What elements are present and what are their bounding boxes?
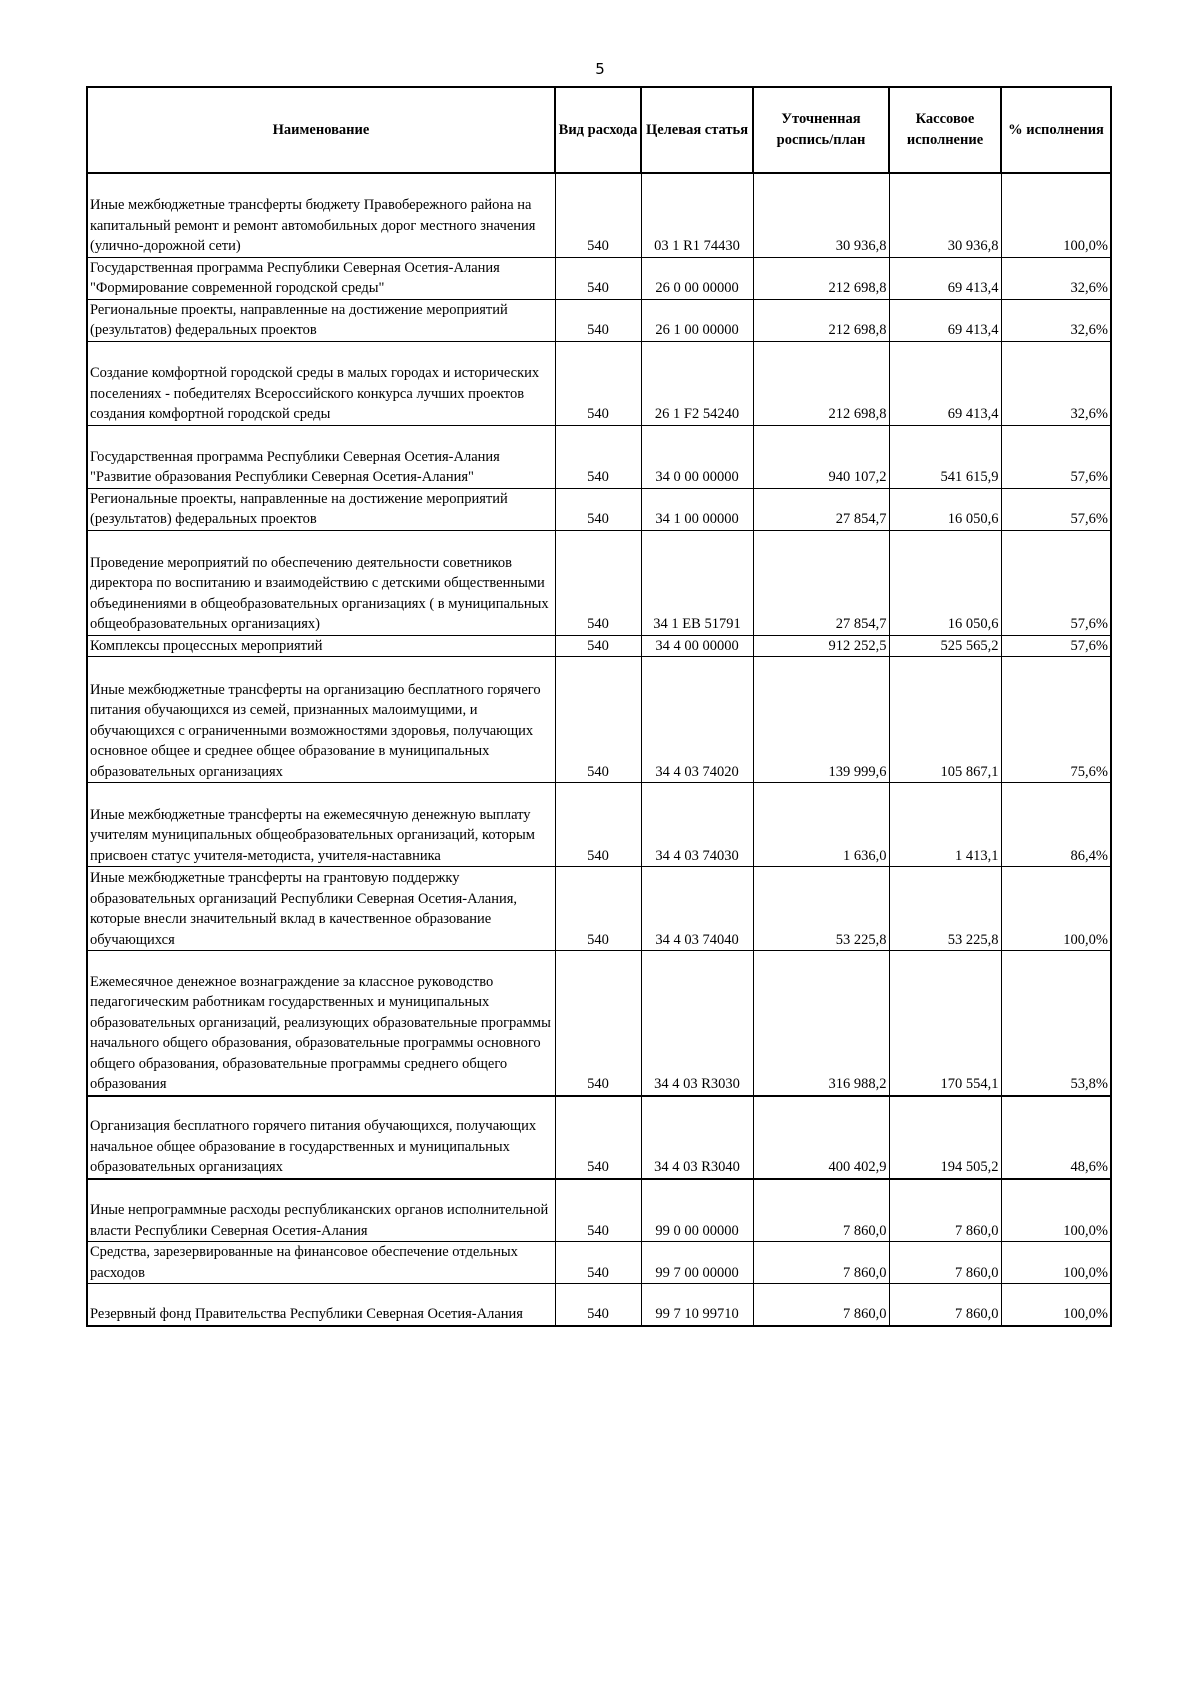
table-row <box>87 635 1111 657</box>
row-cash: 53 225,8 <box>889 867 1001 951</box>
row-cash: 525 565,2 <box>889 635 1001 657</box>
row-percent: 57,6% <box>1001 488 1111 530</box>
row-plan: 7 860,0 <box>753 1179 889 1242</box>
row-name: Региональные проекты, направленные на достижение мероприятий (результатов) федеральных проектов <box>87 299 555 341</box>
row-name: Средства, зарезервированные на финансовое обеспечение отдельных расходов <box>87 1242 555 1284</box>
row-kind: 540 <box>555 635 641 657</box>
row-percent: 100,0% <box>1001 867 1111 951</box>
header-code: Целевая статья <box>641 87 753 173</box>
row-percent: 100,0% <box>1001 1179 1111 1242</box>
row-name: Иные межбюджетные трансферты на ежемесячную денежную выплату учителям муниципальных общеобразовательных организаций, которым присвоен статус учителя-методиста, учителя-наставника <box>87 783 555 867</box>
row-kind: 540 <box>555 173 641 257</box>
row-plan: 7 860,0 <box>753 1284 889 1326</box>
row-plan: 212 698,8 <box>753 257 889 299</box>
row-cash: 1 413,1 <box>889 783 1001 867</box>
row-name: Иные непрограммные расходы республиканских органов исполнительной власти Республики Северная Осетия-Алания <box>87 1179 555 1242</box>
table-header-row <box>87 87 1111 173</box>
row-code: 34 4 00 00000 <box>641 635 753 657</box>
row-name: Иные межбюджетные трансферты бюджету Правобережного района на капитальный ремонт и ремонт автомобильных дорог местного значения (улично-дорожной сети) <box>87 173 555 257</box>
row-kind: 540 <box>555 867 641 951</box>
row-code: 34 4 03 74020 <box>641 657 753 783</box>
row-plan: 7 860,0 <box>753 1242 889 1284</box>
header-percent: % исполнения <box>1001 87 1111 173</box>
row-cash: 170 554,1 <box>889 951 1001 1096</box>
row-code: 34 0 00 00000 <box>641 425 753 488</box>
row-name: Резервный фонд Правительства Республики Северная Осетия-Алания <box>87 1284 555 1326</box>
row-kind: 540 <box>555 257 641 299</box>
row-kind: 540 <box>555 488 641 530</box>
row-code: 26 1 00 00000 <box>641 299 753 341</box>
table-row <box>87 488 1111 530</box>
row-kind: 540 <box>555 1179 641 1242</box>
table-row <box>87 1284 1111 1326</box>
row-plan: 212 698,8 <box>753 299 889 341</box>
row-code: 34 4 03 74040 <box>641 867 753 951</box>
row-name: Проведение мероприятий по обеспечению деятельности советников директора по воспитанию и взаимодействию с детскими общественными объединениями в общеобразовательных организациях ( в муниципальных общеобразовательных организациях) <box>87 530 555 635</box>
header-name: Наименование <box>87 87 555 173</box>
row-percent: 32,6% <box>1001 341 1111 425</box>
header-cash: Кассовое исполнение <box>889 87 1001 173</box>
row-plan: 27 854,7 <box>753 530 889 635</box>
row-kind: 540 <box>555 657 641 783</box>
row-cash: 7 860,0 <box>889 1179 1001 1242</box>
row-code: 99 7 10 99710 <box>641 1284 753 1326</box>
row-cash: 69 413,4 <box>889 257 1001 299</box>
row-kind: 540 <box>555 1242 641 1284</box>
row-code: 34 4 03 R3030 <box>641 951 753 1096</box>
row-kind: 540 <box>555 783 641 867</box>
row-name: Организация бесплатного горячего питания обучающихся, получающих начальное общее образование в государственных и муниципальных образовательных организациях <box>87 1096 555 1179</box>
row-name: Создание комфортной городской среды в малых городах и исторических поселениях - победителях Всероссийского конкурса лучших проектов создания комфортной городской среды <box>87 341 555 425</box>
row-cash: 69 413,4 <box>889 341 1001 425</box>
row-kind: 540 <box>555 425 641 488</box>
row-cash: 7 860,0 <box>889 1242 1001 1284</box>
row-plan: 212 698,8 <box>753 341 889 425</box>
table-row <box>87 530 1111 635</box>
table-row <box>87 657 1111 783</box>
table-row <box>87 1096 1111 1179</box>
row-code: 34 4 03 74030 <box>641 783 753 867</box>
row-code: 34 1 EB 51791 <box>641 530 753 635</box>
row-percent: 100,0% <box>1001 173 1111 257</box>
row-kind: 540 <box>555 530 641 635</box>
row-name: Иные межбюджетные трансферты на грантовую поддержку образовательных организаций Республики Северная Осетия-Алания, которые внесли значительный вклад в качественное образование обучающихся <box>87 867 555 951</box>
row-percent: 57,6% <box>1001 635 1111 657</box>
row-kind: 540 <box>555 951 641 1096</box>
table-row <box>87 257 1111 299</box>
row-percent: 48,6% <box>1001 1096 1111 1179</box>
row-cash: 16 050,6 <box>889 530 1001 635</box>
row-cash: 541 615,9 <box>889 425 1001 488</box>
row-cash: 7 860,0 <box>889 1284 1001 1326</box>
row-cash: 30 936,8 <box>889 173 1001 257</box>
row-percent: 100,0% <box>1001 1284 1111 1326</box>
row-name: Иные межбюджетные трансферты на организацию бесплатного горячего питания обучающихся из семей, признанных малоимущими, и обучающихся с ограниченными возможностями здоровья, получающих основное общее и среднее общее образование в муниципальных образовательных организациях <box>87 657 555 783</box>
row-cash: 69 413,4 <box>889 299 1001 341</box>
row-code: 03 1 R1 74430 <box>641 173 753 257</box>
row-kind: 540 <box>555 299 641 341</box>
row-cash: 105 867,1 <box>889 657 1001 783</box>
row-percent: 100,0% <box>1001 1242 1111 1284</box>
row-kind: 540 <box>555 341 641 425</box>
budget-execution-table <box>86 86 1112 1327</box>
table-row <box>87 341 1111 425</box>
page-number: 5 <box>595 60 605 78</box>
row-name: Ежемесячное денежное вознаграждение за классное руководство педагогическим работникам государственных и муниципальных образовательных организаций, реализующих образовательные программы начального общего образования, образовательные программы основного общего образования, образовательные программы среднего общего образования <box>87 951 555 1096</box>
row-percent: 86,4% <box>1001 783 1111 867</box>
table-row <box>87 783 1111 867</box>
row-percent: 57,6% <box>1001 425 1111 488</box>
row-plan: 139 999,6 <box>753 657 889 783</box>
row-name: Государственная программа Республики Северная Осетия-Алания "Развитие образования Республики Северная Осетия-Алания" <box>87 425 555 488</box>
row-percent: 32,6% <box>1001 299 1111 341</box>
row-plan: 400 402,9 <box>753 1096 889 1179</box>
row-code: 99 7 00 00000 <box>641 1242 753 1284</box>
row-name: Комплексы процессных мероприятий <box>87 635 555 657</box>
table-row <box>87 1242 1111 1284</box>
table-row <box>87 425 1111 488</box>
row-cash: 194 505,2 <box>889 1096 1001 1179</box>
row-kind: 540 <box>555 1096 641 1179</box>
row-name: Государственная программа Республики Северная Осетия-Алания "Формирование современной городской среды" <box>87 257 555 299</box>
row-percent: 57,6% <box>1001 530 1111 635</box>
row-percent: 32,6% <box>1001 257 1111 299</box>
row-plan: 1 636,0 <box>753 783 889 867</box>
row-plan: 940 107,2 <box>753 425 889 488</box>
row-plan: 316 988,2 <box>753 951 889 1096</box>
header-kind: Вид расхода <box>555 87 641 173</box>
row-percent: 53,8% <box>1001 951 1111 1096</box>
row-name: Региональные проекты, направленные на достижение мероприятий (результатов) федеральных проектов <box>87 488 555 530</box>
row-plan: 912 252,5 <box>753 635 889 657</box>
row-code: 26 1 F2 54240 <box>641 341 753 425</box>
table-row <box>87 173 1111 257</box>
row-plan: 53 225,8 <box>753 867 889 951</box>
table-row <box>87 1179 1111 1242</box>
row-plan: 27 854,7 <box>753 488 889 530</box>
header-plan: Уточненная роспись/план <box>753 87 889 173</box>
table-row <box>87 299 1111 341</box>
row-kind: 540 <box>555 1284 641 1326</box>
row-plan: 30 936,8 <box>753 173 889 257</box>
row-code: 34 4 03 R3040 <box>641 1096 753 1179</box>
table-row <box>87 951 1111 1096</box>
row-code: 99 0 00 00000 <box>641 1179 753 1242</box>
table-row <box>87 867 1111 951</box>
row-code: 34 1 00 00000 <box>641 488 753 530</box>
row-percent: 75,6% <box>1001 657 1111 783</box>
row-cash: 16 050,6 <box>889 488 1001 530</box>
row-code: 26 0 00 00000 <box>641 257 753 299</box>
